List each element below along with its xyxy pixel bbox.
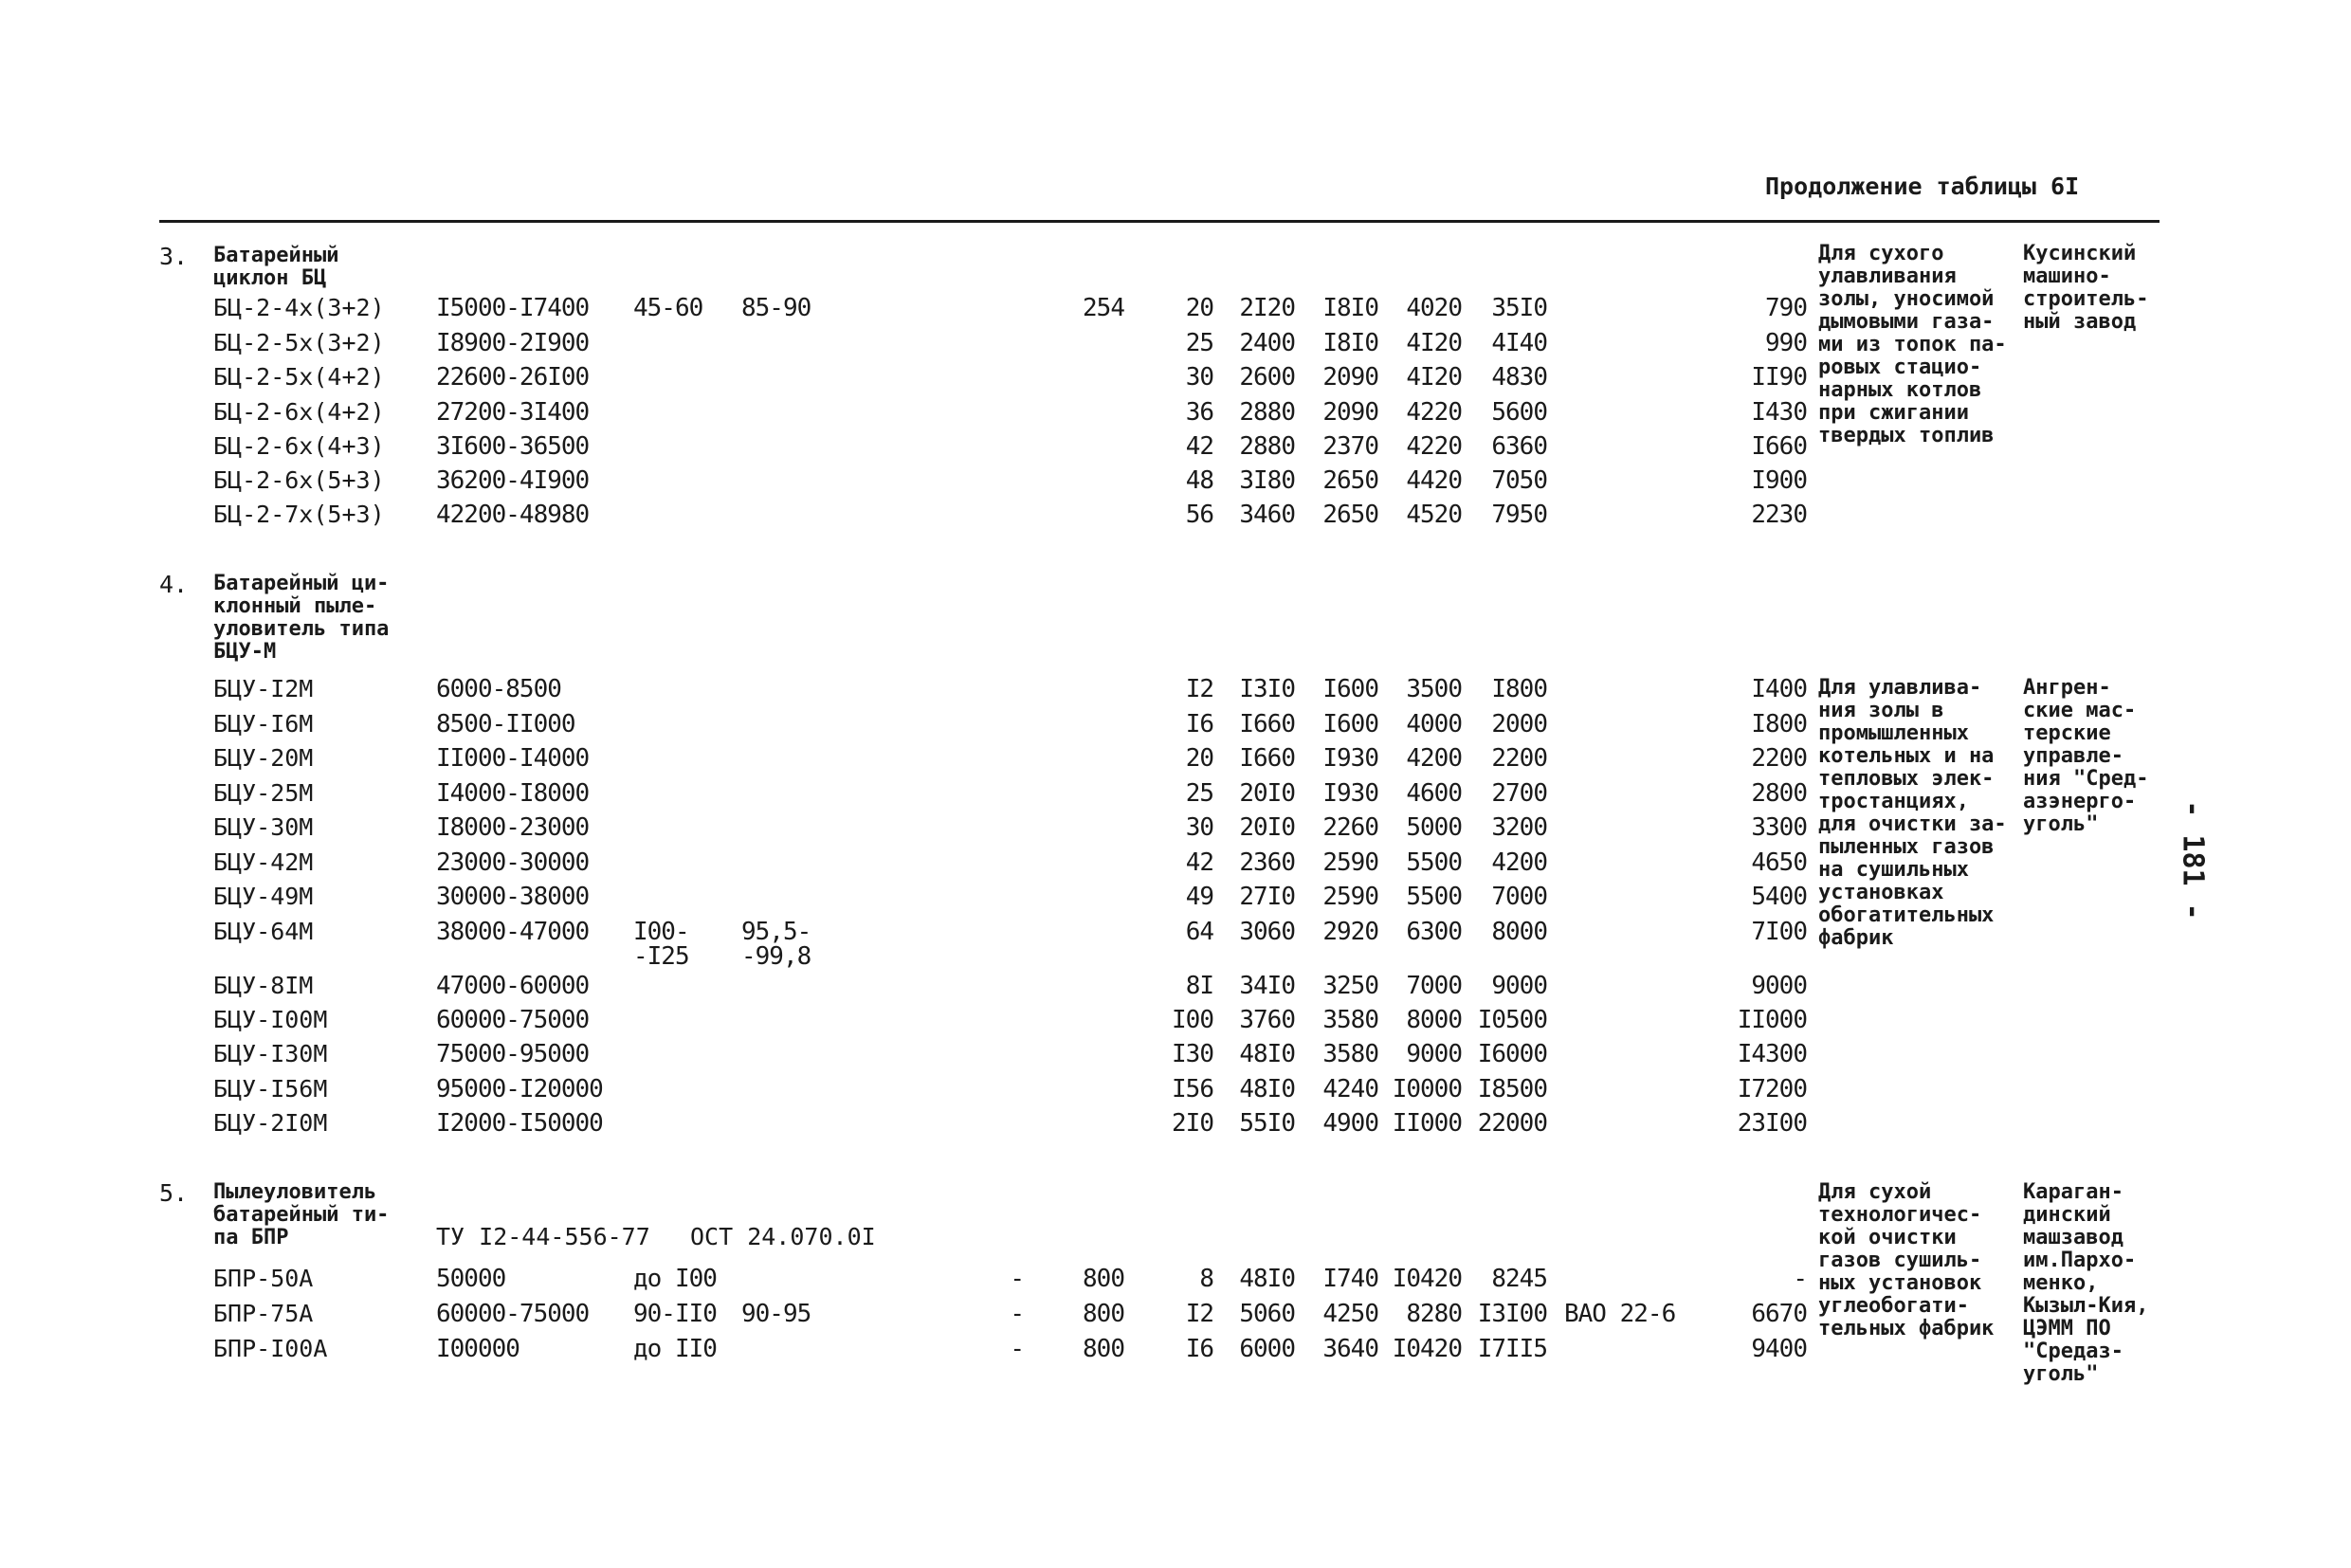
cell-c9: 3580 <box>1322 1006 1378 1034</box>
cell-c10: 4200 <box>1406 744 1462 773</box>
cell-c7: 30 <box>1185 363 1213 392</box>
cell-c7: 64 <box>1185 918 1213 946</box>
cell-c6: 800 <box>1083 1300 1124 1328</box>
item-title: Батарейный ци- клонный пыле- уловитель типа БЦУ-М <box>213 572 390 664</box>
cell-c4: 95,5- -99,8 <box>741 918 811 971</box>
header-rule <box>159 220 2160 223</box>
model-name: БЦ-2-7х(5+3) <box>213 501 385 528</box>
cell-c5: - <box>1010 1300 1024 1328</box>
cell-capacity: 75000-95000 <box>436 1040 590 1068</box>
cell-capacity: I2000-I50000 <box>436 1109 603 1138</box>
cell-c10: 5000 <box>1406 813 1462 842</box>
model-name: БЦ-2-4х(3+2) <box>213 294 385 321</box>
page-number: - 181 - <box>2176 800 2210 921</box>
model-name: БПР-75А <box>213 1300 314 1327</box>
cell-c7: I2 <box>1185 1300 1213 1328</box>
cell-c13: I800 <box>1751 710 1807 738</box>
cell-c11: 6360 <box>1491 432 1547 461</box>
item-number: 3. <box>159 243 189 270</box>
cell-c13: 2230 <box>1751 501 1807 529</box>
cell-c9: 4900 <box>1322 1109 1378 1138</box>
cell-c11: 9000 <box>1491 972 1547 1000</box>
cell-c10: 4I20 <box>1406 329 1462 357</box>
cell-c3: I00- -I25 <box>633 918 689 971</box>
spec-ost: ОСТ 24.070.0I <box>690 1223 876 1250</box>
cell-c10: I0420 <box>1392 1265 1462 1293</box>
cell-c8: 20I0 <box>1239 813 1295 842</box>
model-name: БЦ-2-6х(4+2) <box>213 398 385 426</box>
model-name: БЦ-2-6х(4+3) <box>213 432 385 460</box>
model-name: БЦУ-I56М <box>213 1075 328 1103</box>
cell-c7: 20 <box>1185 294 1213 322</box>
cell-c11: I8500 <box>1477 1075 1547 1103</box>
cell-capacity: 60000-75000 <box>436 1006 590 1034</box>
cell-c10: 3500 <box>1406 675 1462 703</box>
cell-c6: 800 <box>1083 1265 1124 1293</box>
cell-c8: 2880 <box>1239 432 1295 461</box>
cell-c13: 23I00 <box>1737 1109 1807 1138</box>
cell-capacity: I00000 <box>436 1335 519 1363</box>
model-name: БПР-I00А <box>213 1335 328 1362</box>
cell-c5: - <box>1010 1265 1024 1293</box>
cell-c13: 990 <box>1765 329 1807 357</box>
cell-c13: 5400 <box>1751 883 1807 911</box>
cell-c3: до I00 <box>633 1265 717 1293</box>
cell-c9: 4240 <box>1322 1075 1378 1103</box>
cell-c11: 35I0 <box>1491 294 1547 322</box>
cell-c11: 4200 <box>1491 848 1547 877</box>
cell-c9: 3250 <box>1322 972 1378 1000</box>
cell-c8: I3I0 <box>1239 675 1295 703</box>
cell-c8: 27I0 <box>1239 883 1295 911</box>
cell-c9: 3580 <box>1322 1040 1378 1068</box>
cell-capacity: 95000-I20000 <box>436 1075 603 1103</box>
cell-c8: 6000 <box>1239 1335 1295 1363</box>
cell-c13: 7I00 <box>1751 918 1807 946</box>
cell-c13: 9000 <box>1751 972 1807 1000</box>
cell-c9: I600 <box>1322 710 1378 738</box>
cell-c6: 254 <box>1083 294 1124 322</box>
cell-c10: 4000 <box>1406 710 1462 738</box>
cell-capacity: 36200-4I900 <box>436 466 590 495</box>
cell-c8: 3460 <box>1239 501 1295 529</box>
cell-c9: 2650 <box>1322 466 1378 495</box>
cell-c13: 6670 <box>1751 1300 1807 1328</box>
cell-c13: I400 <box>1751 675 1807 703</box>
cell-c10: I0000 <box>1392 1075 1462 1103</box>
model-name: БЦУ-30М <box>213 813 314 841</box>
cell-c10: 4520 <box>1406 501 1462 529</box>
cell-capacity: 27200-3I400 <box>436 398 590 427</box>
item-number: 5. <box>159 1179 189 1207</box>
cell-c9: 2590 <box>1322 848 1378 877</box>
cell-c10: 5500 <box>1406 883 1462 911</box>
cell-c9: I8I0 <box>1322 329 1378 357</box>
cell-c6: 800 <box>1083 1335 1124 1363</box>
cell-c7: 2I0 <box>1172 1109 1213 1138</box>
cell-c4: 85-90 <box>741 294 811 322</box>
cell-c10: I0420 <box>1392 1335 1462 1363</box>
cell-c11: I3I00 <box>1477 1300 1547 1328</box>
cell-c8: 5060 <box>1239 1300 1295 1328</box>
cell-c5: - <box>1010 1335 1024 1363</box>
model-name: БЦУ-I30М <box>213 1040 328 1067</box>
cell-c13: 790 <box>1765 294 1807 322</box>
cell-capacity: I5000-I7400 <box>436 294 590 322</box>
cell-c8: 2880 <box>1239 398 1295 427</box>
cell-c7: 36 <box>1185 398 1213 427</box>
cell-c11: 7950 <box>1491 501 1547 529</box>
cell-c11: 7050 <box>1491 466 1547 495</box>
cell-c8: 3I80 <box>1239 466 1295 495</box>
cell-c8: 34I0 <box>1239 972 1295 1000</box>
cell-c11: I0500 <box>1477 1006 1547 1034</box>
cell-c3: 90-II0 <box>633 1300 717 1328</box>
cell-c7: 8 <box>1199 1265 1213 1293</box>
cell-c10: 9000 <box>1406 1040 1462 1068</box>
cell-c7: 25 <box>1185 329 1213 357</box>
cell-c13: II000 <box>1737 1006 1807 1034</box>
cell-c13: I4300 <box>1737 1040 1807 1068</box>
item-number: 4. <box>159 571 189 598</box>
model-name: БЦУ-49М <box>213 883 314 910</box>
cell-c10: 7000 <box>1406 972 1462 1000</box>
model-name: БЦУ-8IМ <box>213 972 314 999</box>
cell-c13: 3300 <box>1751 813 1807 842</box>
cell-c13: 2200 <box>1751 744 1807 773</box>
cell-c10: 4600 <box>1406 779 1462 808</box>
model-name: БЦУ-25М <box>213 779 314 807</box>
manufacturer-text: Караган- динский машзавод им.Пархо- менко, Кызыл-Кия, ЦЭММ ПО "Средаз- уголь" <box>2023 1180 2149 1386</box>
cell-c7: I2 <box>1185 675 1213 703</box>
cell-c9: 2920 <box>1322 918 1378 946</box>
model-name: БЦ-2-5х(4+2) <box>213 363 385 391</box>
cell-c7: I6 <box>1185 1335 1213 1363</box>
cell-capacity: 50000 <box>436 1265 506 1293</box>
cell-c7: 48 <box>1185 466 1213 495</box>
cell-capacity: 42200-48980 <box>436 501 590 529</box>
model-name: БЦ-2-5х(3+2) <box>213 329 385 356</box>
cell-c8: 20I0 <box>1239 779 1295 808</box>
manufacturer-text: Ангрен- ские мас- терские управле- ния "Сред- азэнерго- уголь" <box>2023 676 2149 836</box>
table-continuation-header: Продолжение таблицы 6I <box>1765 173 2080 200</box>
cell-capacity: 6000-8500 <box>436 675 561 703</box>
cell-c9: I8I0 <box>1322 294 1378 322</box>
cell-c13: 4650 <box>1751 848 1807 877</box>
cell-c8: 3060 <box>1239 918 1295 946</box>
item-title: Батарейный циклон БЦ <box>213 244 339 290</box>
cell-c11: 2700 <box>1491 779 1547 808</box>
cell-c10: 5500 <box>1406 848 1462 877</box>
cell-c7: 56 <box>1185 501 1213 529</box>
cell-c8: I660 <box>1239 744 1295 773</box>
cell-c9: 2260 <box>1322 813 1378 842</box>
cell-c13: 9400 <box>1751 1335 1807 1363</box>
cell-capacity: 8500-II000 <box>436 710 575 738</box>
cell-c7: 42 <box>1185 848 1213 877</box>
item-title: Пылеуловитель батарейный ти- па БПР <box>213 1180 390 1249</box>
cell-c11: 3200 <box>1491 813 1547 842</box>
model-name: БЦ-2-6х(5+3) <box>213 466 385 494</box>
cell-c8: 3760 <box>1239 1006 1295 1034</box>
cell-capacity: 47000-60000 <box>436 972 590 1000</box>
cell-c13: I7200 <box>1737 1075 1807 1103</box>
cell-c11: I7II5 <box>1477 1335 1547 1363</box>
cell-c8: 55I0 <box>1239 1109 1295 1138</box>
cell-c7: 25 <box>1185 779 1213 808</box>
cell-c13: I660 <box>1751 432 1807 461</box>
cell-capacity: I4000-I8000 <box>436 779 590 808</box>
model-name: БПР-50А <box>213 1265 314 1292</box>
cell-c13: II90 <box>1751 363 1807 392</box>
model-name: БЦУ-64М <box>213 918 314 945</box>
cell-c9: 2590 <box>1322 883 1378 911</box>
cell-c11: 2200 <box>1491 744 1547 773</box>
cell-c9: 2090 <box>1322 363 1378 392</box>
cell-c11: 4830 <box>1491 363 1547 392</box>
cell-c11: 7000 <box>1491 883 1547 911</box>
cell-c8: 48I0 <box>1239 1075 1295 1103</box>
cell-capacity: I8000-23000 <box>436 813 590 842</box>
cell-c10: 4420 <box>1406 466 1462 495</box>
purpose-text: Для сухой технологичес- кой очистки газов сушиль- ных установок углеобогати- тельных фабрик <box>1818 1180 1995 1340</box>
cell-c13: I430 <box>1751 398 1807 427</box>
cell-capacity: 23000-30000 <box>436 848 590 877</box>
cell-c7: I56 <box>1172 1075 1213 1103</box>
cell-c11: 8000 <box>1491 918 1547 946</box>
cell-c9: I930 <box>1322 779 1378 808</box>
cell-c10: 6300 <box>1406 918 1462 946</box>
cell-c9: I930 <box>1322 744 1378 773</box>
model-name: БЦУ-42М <box>213 848 314 876</box>
cell-c10: 4020 <box>1406 294 1462 322</box>
cell-c13: I900 <box>1751 466 1807 495</box>
cell-c7: I30 <box>1172 1040 1213 1068</box>
spec-tu: ТУ I2-44-556-77 <box>436 1223 650 1250</box>
cell-c9: 2650 <box>1322 501 1378 529</box>
cell-c4: 90-95 <box>741 1300 811 1328</box>
cell-c13: - <box>1793 1265 1807 1293</box>
cell-c9: 4250 <box>1322 1300 1378 1328</box>
model-name: БЦУ-I00М <box>213 1006 328 1033</box>
cell-c9: 2370 <box>1322 432 1378 461</box>
cell-c9: 3640 <box>1322 1335 1378 1363</box>
purpose-text: Для улавлива- ния золы в промышленных котельных и на тепловых элек- тростанциях, для очистки за- пыленных газов на сушильных установках обогатительных фабрик <box>1818 676 2007 950</box>
cell-c11: 5600 <box>1491 398 1547 427</box>
cell-capacity: II000-I4000 <box>436 744 590 773</box>
cell-c9: I600 <box>1322 675 1378 703</box>
cell-c7: I6 <box>1185 710 1213 738</box>
cell-c11: 4I40 <box>1491 329 1547 357</box>
cell-c10: 4220 <box>1406 398 1462 427</box>
cell-c8: 48I0 <box>1239 1040 1295 1068</box>
cell-c8: 2I20 <box>1239 294 1295 322</box>
cell-c9: I740 <box>1322 1265 1378 1293</box>
cell-c10: II000 <box>1392 1109 1462 1138</box>
manufacturer-text: Кусинский машино- строитель- ный завод <box>2023 242 2149 334</box>
cell-c11: I6000 <box>1477 1040 1547 1068</box>
cell-c7: 42 <box>1185 432 1213 461</box>
cell-c8: 2400 <box>1239 329 1295 357</box>
cell-capacity: 30000-38000 <box>436 883 590 911</box>
cell-capacity: 22600-26I00 <box>436 363 590 392</box>
cell-c11: 2000 <box>1491 710 1547 738</box>
model-name: БЦУ-I2М <box>213 675 314 702</box>
model-name: БЦУ-2I0М <box>213 1109 328 1137</box>
cell-c10: 4220 <box>1406 432 1462 461</box>
cell-c12: ВАО 22-6 <box>1564 1300 1676 1328</box>
cell-c10: 4I20 <box>1406 363 1462 392</box>
cell-c10: 8280 <box>1406 1300 1462 1328</box>
model-name: БЦУ-I6М <box>213 710 314 738</box>
cell-c11: 22000 <box>1477 1109 1547 1138</box>
model-name: БЦУ-20М <box>213 744 314 772</box>
cell-c11: 8245 <box>1491 1265 1547 1293</box>
cell-c3: 45-60 <box>633 294 703 322</box>
cell-capacity: 3I600-36500 <box>436 432 590 461</box>
cell-c7: I00 <box>1172 1006 1213 1034</box>
cell-c11: I800 <box>1491 675 1547 703</box>
cell-c3: до II0 <box>633 1335 717 1363</box>
cell-capacity: I8900-2I900 <box>436 329 590 357</box>
cell-c8: 2360 <box>1239 848 1295 877</box>
cell-c7: 30 <box>1185 813 1213 842</box>
cell-c10: 8000 <box>1406 1006 1462 1034</box>
cell-capacity: 38000-47000 <box>436 918 590 946</box>
cell-c7: 49 <box>1185 883 1213 911</box>
purpose-text: Для сухого улавливания золы, уносимой дымовыми газа- ми из топок па- ровых стацио- нарных котлов при сжигании твердых топлив <box>1818 242 2007 447</box>
cell-c9: 2090 <box>1322 398 1378 427</box>
cell-c8: I660 <box>1239 710 1295 738</box>
cell-c8: 48I0 <box>1239 1265 1295 1293</box>
cell-c13: 2800 <box>1751 779 1807 808</box>
cell-c7: 20 <box>1185 744 1213 773</box>
cell-c7: 8I <box>1185 972 1213 1000</box>
cell-c8: 2600 <box>1239 363 1295 392</box>
cell-capacity: 60000-75000 <box>436 1300 590 1328</box>
